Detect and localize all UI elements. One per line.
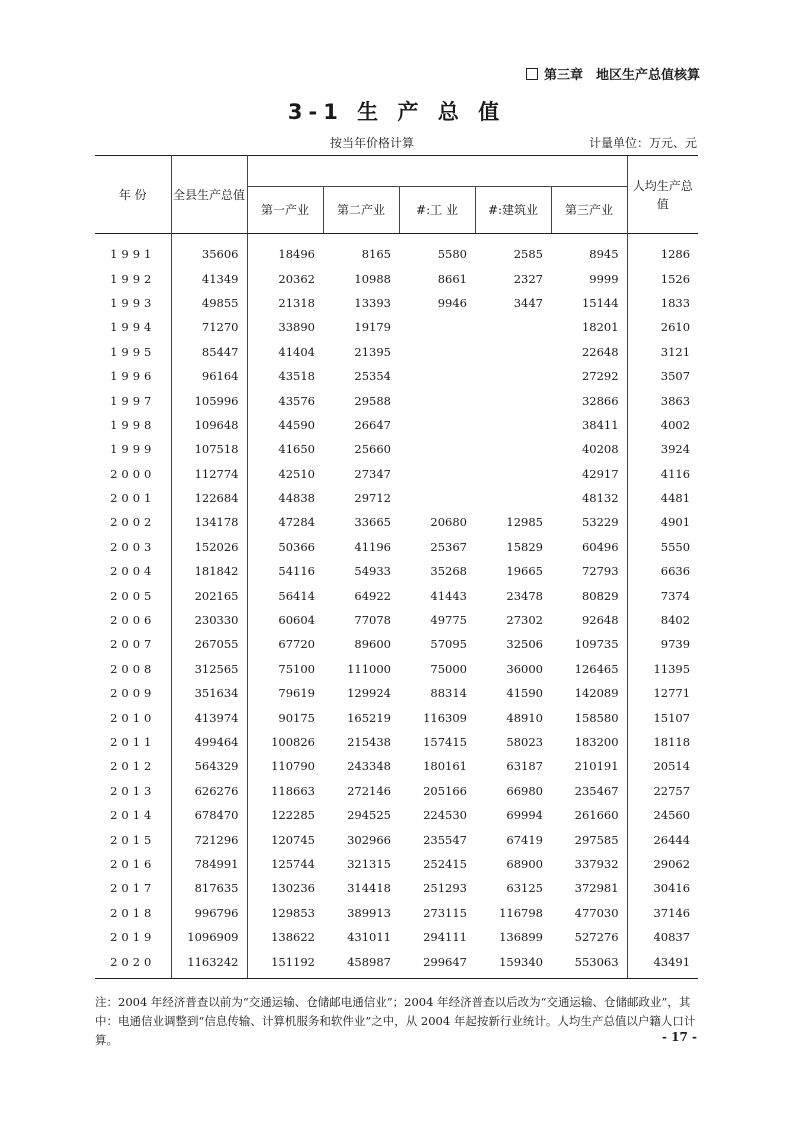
cell-tertiary: 477030 bbox=[574, 905, 619, 920]
table-row bbox=[95, 730, 698, 754]
cell-gdp: 1163242 bbox=[171, 949, 247, 978]
cell-per-capita: 22757 bbox=[627, 779, 698, 803]
cell-industry bbox=[399, 364, 475, 388]
cell-secondary: 29588 bbox=[354, 393, 391, 408]
cell-tertiary: 527276 bbox=[574, 930, 619, 945]
cell-industry: 299647 bbox=[399, 949, 475, 978]
cell-year: 2002 bbox=[95, 510, 171, 534]
cell-industry: 294111 bbox=[423, 930, 467, 945]
cell-per-capita: 5550 bbox=[627, 535, 698, 559]
cell-gdp: 312565 bbox=[171, 657, 247, 681]
cell-primary: 122285 bbox=[271, 808, 315, 823]
cell-industry: 5580 bbox=[437, 247, 467, 262]
cell-tertiary: 15144 bbox=[581, 295, 619, 310]
checkbox-square-icon bbox=[526, 68, 538, 80]
cell-construction: 23478 bbox=[506, 588, 543, 603]
cell-primary: 129853 bbox=[271, 905, 315, 920]
cell-per-capita: 20514 bbox=[627, 754, 698, 778]
table-row bbox=[95, 388, 698, 412]
cell-construction bbox=[475, 486, 551, 510]
cell-tertiary: 22648 bbox=[581, 344, 619, 359]
cell-industry: 25367 bbox=[430, 539, 467, 554]
cell-year: 2005 bbox=[95, 583, 171, 607]
cell-tertiary: 38411 bbox=[581, 417, 619, 432]
table-row bbox=[95, 632, 698, 656]
cell-per-capita: 4002 bbox=[627, 413, 698, 437]
cell-tertiary: 32866 bbox=[581, 393, 619, 408]
cell-year: 2001 bbox=[95, 486, 171, 510]
cell-per-capita: 29062 bbox=[627, 852, 698, 876]
cell-industry: 224530 bbox=[423, 808, 467, 823]
cell-per-capita: 40837 bbox=[627, 925, 698, 949]
cell-tertiary: 92648 bbox=[581, 613, 619, 628]
cell-construction: 68900 bbox=[506, 856, 543, 871]
col-header-spacer bbox=[247, 156, 627, 187]
cell-tertiary: 9999 bbox=[589, 271, 619, 286]
cell-industry: 49775 bbox=[430, 613, 467, 628]
cell-industry: 273115 bbox=[423, 905, 467, 920]
table-row bbox=[95, 608, 698, 632]
table-row bbox=[95, 462, 698, 486]
cell-construction: 3447 bbox=[513, 295, 543, 310]
cell-industry: 9946 bbox=[437, 295, 467, 310]
cell-tertiary: 27292 bbox=[581, 369, 619, 384]
cell-industry bbox=[399, 486, 475, 510]
cell-per-capita: 2610 bbox=[627, 315, 698, 339]
cell-tertiary: 109735 bbox=[574, 637, 619, 652]
table-row bbox=[95, 291, 698, 315]
cell-secondary: 27347 bbox=[354, 466, 391, 481]
cell-secondary: 29712 bbox=[354, 491, 391, 506]
cell-industry: 180161 bbox=[423, 759, 467, 774]
col-header-tertiary: 第三产业 bbox=[551, 187, 627, 234]
cell-tertiary: 235467 bbox=[574, 783, 619, 798]
cell-gdp: 35606 bbox=[171, 234, 247, 267]
col-header-per-capita: 人均生产总值 bbox=[627, 156, 698, 234]
cell-gdp: 499464 bbox=[171, 730, 247, 754]
page-number: - 17 - bbox=[661, 1030, 697, 1044]
cell-primary: 67720 bbox=[278, 637, 315, 652]
table-row bbox=[95, 681, 698, 705]
cell-primary: 41650 bbox=[278, 442, 315, 457]
cell-year: 1999 bbox=[95, 437, 171, 461]
cell-primary: 33890 bbox=[278, 320, 315, 335]
cell-primary: 42510 bbox=[278, 466, 315, 481]
cell-construction bbox=[475, 462, 551, 486]
cell-primary: 50366 bbox=[278, 539, 315, 554]
chapter-header bbox=[526, 64, 700, 83]
cell-secondary: 33665 bbox=[354, 515, 391, 530]
col-header-primary: 第一产业 bbox=[247, 187, 323, 234]
cell-primary: 118663 bbox=[271, 783, 315, 798]
col-header-industry: #:工 业 bbox=[399, 187, 475, 234]
cell-year: 2010 bbox=[95, 705, 171, 729]
cell-tertiary: 553063 bbox=[551, 949, 627, 978]
cell-primary: 90175 bbox=[278, 710, 315, 725]
table-row bbox=[95, 925, 698, 949]
cell-construction: 159340 bbox=[475, 949, 551, 978]
cell-primary: 138622 bbox=[271, 930, 315, 945]
table-row bbox=[95, 559, 698, 583]
cell-secondary: 64922 bbox=[354, 588, 391, 603]
table-row bbox=[95, 705, 698, 729]
cell-secondary: 8165 bbox=[361, 247, 391, 262]
cell-gdp: 1096909 bbox=[171, 925, 247, 949]
cell-year: 2013 bbox=[95, 779, 171, 803]
cell-year: 2012 bbox=[95, 754, 171, 778]
cell-gdp: 784991 bbox=[171, 852, 247, 876]
cell-construction bbox=[475, 437, 551, 461]
cell-primary: 18496 bbox=[278, 247, 315, 262]
cell-gdp: 181842 bbox=[171, 559, 247, 583]
cell-gdp: 112774 bbox=[171, 462, 247, 486]
cell-year: 1997 bbox=[95, 388, 171, 412]
table-row bbox=[95, 535, 698, 559]
table-row bbox=[95, 754, 698, 778]
cell-secondary: 272146 bbox=[347, 783, 391, 798]
cell-secondary: 314418 bbox=[347, 881, 391, 896]
cell-construction: 63187 bbox=[506, 759, 543, 774]
cell-secondary: 21395 bbox=[354, 344, 391, 359]
cell-tertiary: 183200 bbox=[574, 735, 619, 749]
cell-secondary: 19179 bbox=[354, 320, 391, 335]
table-row bbox=[95, 234, 698, 267]
cell-tertiary: 18201 bbox=[581, 320, 619, 335]
cell-year: 1992 bbox=[95, 266, 171, 290]
cell-year: 1991 bbox=[95, 234, 171, 267]
cell-primary: 43576 bbox=[278, 393, 315, 408]
cell-construction: 66980 bbox=[506, 783, 543, 798]
table-row bbox=[95, 340, 698, 364]
cell-construction: 58023 bbox=[506, 735, 543, 749]
cell-year: 2007 bbox=[95, 632, 171, 656]
cell-industry: 35268 bbox=[430, 564, 467, 579]
cell-industry: 251293 bbox=[423, 881, 467, 896]
cell-tertiary: 60496 bbox=[581, 539, 619, 554]
cell-gdp: 721296 bbox=[171, 827, 247, 851]
cell-tertiary: 40208 bbox=[581, 442, 619, 457]
cell-tertiary: 372981 bbox=[574, 881, 619, 896]
cell-construction: 2327 bbox=[513, 271, 543, 286]
cell-year: 1993 bbox=[95, 291, 171, 315]
cell-gdp: 202165 bbox=[171, 583, 247, 607]
cell-construction: 32506 bbox=[506, 637, 543, 652]
table-row bbox=[95, 827, 698, 851]
col-header-construction: #:建筑业 bbox=[475, 187, 551, 234]
cell-secondary: 458987 bbox=[323, 949, 399, 978]
cell-gdp: 626276 bbox=[171, 779, 247, 803]
table-row bbox=[95, 583, 698, 607]
footnote bbox=[95, 993, 701, 1050]
cell-construction bbox=[475, 413, 551, 437]
cell-gdp: 122684 bbox=[171, 486, 247, 510]
cell-year: 1998 bbox=[95, 413, 171, 437]
unit-note: 计量单位：万元、元 bbox=[588, 136, 697, 150]
cell-industry: 235547 bbox=[423, 832, 467, 847]
cell-primary: 151192 bbox=[247, 949, 323, 978]
cell-primary: 60604 bbox=[278, 613, 315, 628]
footnote-line-2: 中：电通信业调整到“信息传输、计算机服务和软件业”之中，从 2004 年起按新行业统计。人均生产总值以户籍人口计算。 bbox=[95, 1014, 696, 1047]
cell-primary: 44590 bbox=[278, 417, 315, 432]
cell-year: 2008 bbox=[95, 657, 171, 681]
cell-gdp: 49855 bbox=[171, 291, 247, 315]
cell-per-capita: 3507 bbox=[627, 364, 698, 388]
table-row bbox=[95, 364, 698, 388]
cell-gdp: 105996 bbox=[171, 388, 247, 412]
cell-gdp: 107518 bbox=[171, 437, 247, 461]
cell-gdp: 996796 bbox=[171, 901, 247, 925]
cell-per-capita: 12771 bbox=[627, 681, 698, 705]
cell-year: 2018 bbox=[95, 901, 171, 925]
cell-primary: 120745 bbox=[271, 832, 315, 847]
table-row bbox=[95, 803, 698, 827]
cell-secondary: 431011 bbox=[347, 930, 391, 945]
col-header-gdp: 全县生产总值 bbox=[171, 156, 247, 234]
page-title: 3-1 生 产 总 值 bbox=[287, 100, 506, 124]
gdp-table bbox=[95, 155, 698, 979]
cell-per-capita: 6636 bbox=[627, 559, 698, 583]
cell-secondary: 302966 bbox=[347, 832, 391, 847]
cell-industry: 157415 bbox=[423, 735, 467, 749]
table-row bbox=[95, 657, 698, 681]
cell-year: 2011 bbox=[95, 730, 171, 754]
cell-year: 2009 bbox=[95, 681, 171, 705]
cell-year: 2017 bbox=[95, 876, 171, 900]
cell-gdp: 109648 bbox=[171, 413, 247, 437]
cell-per-capita: 24560 bbox=[627, 803, 698, 827]
cell-per-capita: 3924 bbox=[627, 437, 698, 461]
cell-per-capita: 1286 bbox=[627, 234, 698, 267]
cell-gdp: 96164 bbox=[171, 364, 247, 388]
cell-construction bbox=[475, 364, 551, 388]
table-row bbox=[95, 510, 698, 534]
cell-per-capita: 4901 bbox=[627, 510, 698, 534]
cell-gdp: 230330 bbox=[171, 608, 247, 632]
cell-construction: 116798 bbox=[499, 905, 543, 920]
cell-gdp: 351634 bbox=[171, 681, 247, 705]
cell-construction: 12985 bbox=[506, 515, 543, 530]
cell-per-capita: 3121 bbox=[627, 340, 698, 364]
cell-per-capita: 15107 bbox=[627, 705, 698, 729]
cell-per-capita: 4116 bbox=[627, 462, 698, 486]
cell-industry bbox=[399, 315, 475, 339]
table-row bbox=[95, 852, 698, 876]
chapter-title: 第三章 地区生产总值核算 bbox=[543, 68, 700, 83]
cell-secondary: 41196 bbox=[354, 539, 391, 554]
cell-year: 2004 bbox=[95, 559, 171, 583]
price-basis-note: 按当年价格计算 bbox=[330, 136, 415, 150]
cell-primary: 43518 bbox=[278, 369, 315, 384]
cell-per-capita: 37146 bbox=[627, 901, 698, 925]
cell-tertiary: 42917 bbox=[581, 466, 619, 481]
cell-gdp: 41349 bbox=[171, 266, 247, 290]
cell-gdp: 678470 bbox=[171, 803, 247, 827]
col-header-year: 年 份 bbox=[95, 156, 171, 234]
table-row bbox=[95, 876, 698, 900]
cell-primary: 47284 bbox=[278, 515, 315, 530]
cell-tertiary: 80829 bbox=[581, 588, 619, 603]
col-header-secondary: 第二产业 bbox=[323, 187, 399, 234]
cell-primary: 21318 bbox=[278, 295, 315, 310]
cell-construction: 15829 bbox=[506, 539, 543, 554]
cell-industry bbox=[399, 413, 475, 437]
cell-per-capita: 3863 bbox=[627, 388, 698, 412]
cell-industry: 116309 bbox=[423, 710, 467, 725]
cell-primary: 100826 bbox=[271, 735, 315, 749]
cell-construction bbox=[475, 315, 551, 339]
cell-year: 1994 bbox=[95, 315, 171, 339]
cell-tertiary: 48132 bbox=[581, 491, 619, 506]
table-row bbox=[95, 901, 698, 925]
cell-per-capita: 8402 bbox=[627, 608, 698, 632]
cell-tertiary: 158580 bbox=[574, 710, 619, 725]
cell-tertiary: 126465 bbox=[574, 661, 619, 676]
cell-tertiary: 142089 bbox=[574, 686, 619, 701]
cell-construction: 67419 bbox=[506, 832, 543, 847]
cell-construction: 36000 bbox=[506, 661, 543, 676]
cell-primary: 130236 bbox=[271, 881, 315, 896]
cell-per-capita: 30416 bbox=[627, 876, 698, 900]
cell-industry bbox=[399, 340, 475, 364]
cell-construction: 19665 bbox=[506, 564, 543, 579]
cell-secondary: 10988 bbox=[354, 271, 391, 286]
cell-secondary: 129924 bbox=[347, 686, 391, 701]
table-body bbox=[95, 234, 698, 979]
cell-per-capita: 26444 bbox=[627, 827, 698, 851]
cell-industry bbox=[399, 388, 475, 412]
cell-primary: 56414 bbox=[278, 588, 315, 603]
cell-gdp: 85447 bbox=[171, 340, 247, 364]
cell-gdp: 134178 bbox=[171, 510, 247, 534]
footnote-line-1: 注：2004 年经济普查以前为“交通运输、仓储邮电通信业”；2004 年经济普查以后改为“交通运输、仓储邮政业”，其 bbox=[95, 995, 691, 1009]
cell-tertiary: 53229 bbox=[581, 515, 619, 530]
cell-secondary: 389913 bbox=[347, 905, 391, 920]
cell-per-capita: 4481 bbox=[627, 486, 698, 510]
cell-secondary: 321315 bbox=[347, 856, 391, 871]
cell-construction: 2585 bbox=[513, 247, 543, 262]
cell-industry: 41443 bbox=[430, 588, 467, 603]
cell-primary: 20362 bbox=[278, 271, 315, 286]
cell-year: 1995 bbox=[95, 340, 171, 364]
cell-industry: 20680 bbox=[430, 515, 467, 530]
cell-year: 2003 bbox=[95, 535, 171, 559]
cell-primary: 54116 bbox=[278, 564, 315, 579]
cell-secondary: 54933 bbox=[354, 564, 391, 579]
cell-per-capita: 43491 bbox=[627, 949, 698, 978]
table-row bbox=[95, 779, 698, 803]
cell-year: 2014 bbox=[95, 803, 171, 827]
cell-gdp: 71270 bbox=[171, 315, 247, 339]
cell-gdp: 817635 bbox=[171, 876, 247, 900]
cell-primary: 44838 bbox=[278, 491, 315, 506]
cell-tertiary: 337932 bbox=[574, 856, 619, 871]
cell-construction: 48910 bbox=[506, 710, 543, 725]
cell-per-capita: 7374 bbox=[627, 583, 698, 607]
cell-tertiary: 261660 bbox=[574, 808, 619, 823]
table-row bbox=[95, 949, 698, 978]
cell-primary: 110790 bbox=[271, 759, 315, 774]
table-row bbox=[95, 266, 698, 290]
cell-secondary: 111000 bbox=[347, 661, 391, 676]
cell-year: 2020 bbox=[95, 949, 171, 978]
cell-industry: 57095 bbox=[430, 637, 467, 652]
cell-per-capita: 1526 bbox=[627, 266, 698, 290]
cell-per-capita: 9739 bbox=[627, 632, 698, 656]
cell-per-capita: 18118 bbox=[627, 730, 698, 754]
table-row bbox=[95, 486, 698, 510]
cell-secondary: 165219 bbox=[347, 710, 391, 725]
cell-construction: 69994 bbox=[506, 808, 543, 823]
cell-construction bbox=[475, 340, 551, 364]
cell-industry bbox=[399, 462, 475, 486]
cell-year: 2019 bbox=[95, 925, 171, 949]
gdp-table-container bbox=[95, 155, 698, 979]
cell-industry: 88314 bbox=[430, 686, 467, 701]
cell-year: 1996 bbox=[95, 364, 171, 388]
cell-primary: 79619 bbox=[278, 686, 315, 701]
cell-industry: 205166 bbox=[423, 783, 467, 798]
cell-secondary: 215438 bbox=[347, 735, 391, 749]
cell-year: 2006 bbox=[95, 608, 171, 632]
cell-secondary: 25354 bbox=[354, 369, 391, 384]
cell-gdp: 413974 bbox=[171, 705, 247, 729]
cell-industry: 252415 bbox=[423, 856, 467, 871]
cell-per-capita: 1833 bbox=[627, 291, 698, 315]
cell-secondary: 294525 bbox=[347, 808, 391, 823]
cell-construction: 63125 bbox=[506, 881, 543, 896]
table-row bbox=[95, 437, 698, 461]
cell-tertiary: 297585 bbox=[574, 832, 619, 847]
cell-gdp: 564329 bbox=[171, 754, 247, 778]
cell-tertiary: 8945 bbox=[589, 247, 619, 262]
cell-construction: 27302 bbox=[506, 613, 543, 628]
table-row bbox=[95, 315, 698, 339]
cell-primary: 125744 bbox=[271, 856, 315, 871]
cell-primary: 75100 bbox=[278, 661, 315, 676]
cell-primary: 41404 bbox=[278, 344, 315, 359]
cell-construction: 136899 bbox=[499, 930, 543, 945]
cell-secondary: 25660 bbox=[354, 442, 391, 457]
cell-tertiary: 210191 bbox=[574, 759, 619, 774]
cell-industry: 75000 bbox=[430, 661, 467, 676]
cell-secondary: 26647 bbox=[354, 417, 391, 432]
cell-construction: 41590 bbox=[506, 686, 543, 701]
cell-industry: 8661 bbox=[437, 271, 467, 286]
cell-year: 2015 bbox=[95, 827, 171, 851]
cell-industry bbox=[399, 437, 475, 461]
cell-secondary: 89600 bbox=[354, 637, 391, 652]
cell-gdp: 267055 bbox=[171, 632, 247, 656]
cell-year: 2000 bbox=[95, 462, 171, 486]
cell-secondary: 77078 bbox=[354, 613, 391, 628]
cell-gdp: 152026 bbox=[171, 535, 247, 559]
cell-per-capita: 11395 bbox=[627, 657, 698, 681]
cell-secondary: 13393 bbox=[354, 295, 391, 310]
table-row bbox=[95, 413, 698, 437]
cell-construction bbox=[475, 388, 551, 412]
cell-year: 2016 bbox=[95, 852, 171, 876]
cell-tertiary: 72793 bbox=[581, 564, 619, 579]
cell-secondary: 243348 bbox=[347, 759, 391, 774]
